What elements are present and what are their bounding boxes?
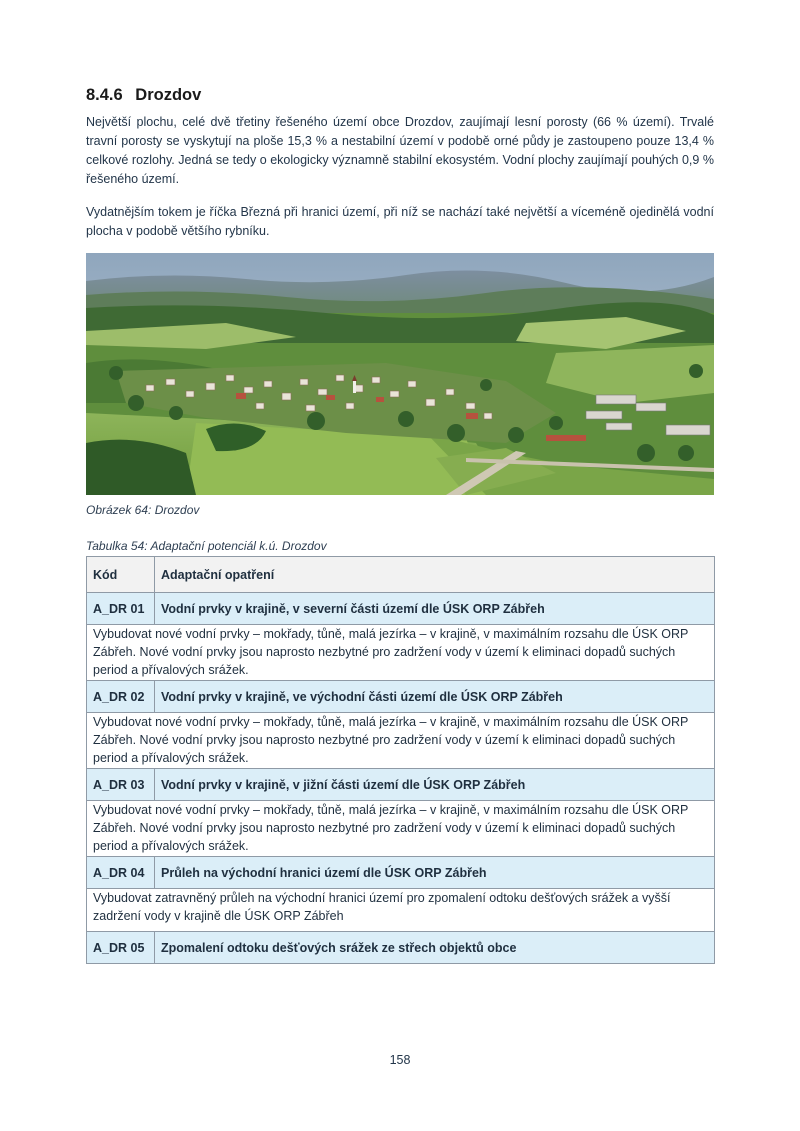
measure-title: Vodní prvky v krajině, v jižní části území dle ÚSK ORP Zábřeh <box>155 769 715 801</box>
table-row <box>87 932 715 964</box>
measure-description: Vybudovat nové vodní prvky – mokřady, tůně, malá jezírka – v krajině, v maximálním rozsahu dle ÚSK ORP Zábřeh. Nové vodní prvky jsou naprosto nezbytné pro zadržení vody v území k eliminaci dopadů suchých period a přívalových srážek. <box>87 801 715 857</box>
header-measure: Adaptační opatření <box>155 557 715 593</box>
adaptation-measures-table <box>86 556 715 964</box>
table-row <box>87 801 715 857</box>
table-row <box>87 769 715 801</box>
measure-code: A_DR 01 <box>87 593 155 625</box>
measure-code: A_DR 04 <box>87 857 155 889</box>
table-row <box>87 713 715 769</box>
measure-title: Zpomalení odtoku dešťových srážek ze střech objektů obce <box>155 932 715 964</box>
table-caption: Tabulka 54: Adaptační potenciál k.ú. Drozdov <box>86 539 327 553</box>
table-row <box>87 625 715 681</box>
section-heading <box>86 86 201 105</box>
table-row <box>87 593 715 625</box>
section-number: 8.4.6 <box>86 86 123 104</box>
table-row <box>87 857 715 889</box>
figure-caption: Obrázek 64: Drozdov <box>86 503 200 517</box>
village-aerial-photo <box>86 253 714 495</box>
table-row <box>87 889 715 932</box>
stream-paragraph: Vydatnějším tokem je říčka Březná při hranici území, při níž se nachází také největší a víceméně ojedinělá vodní plocha v podobě většího rybníku. <box>86 205 714 238</box>
measure-description: Vybudovat nové vodní prvky – mokřady, tůně, malá jezírka – v krajině, v maximálním rozsahu dle ÚSK ORP Zábřeh. Nové vodní prvky jsou naprosto nezbytné pro zadržení vody v území k eliminaci dopadů suchých period a přívalových srážek. <box>87 713 715 769</box>
measure-code: A_DR 03 <box>87 769 155 801</box>
header-code: Kód <box>87 557 155 593</box>
section-title: Drozdov <box>135 86 202 104</box>
table-header-row <box>87 557 715 593</box>
measure-title: Průleh na východní hranici území dle ÚSK ORP Zábřeh <box>155 857 715 889</box>
measure-description: Vybudovat nové vodní prvky – mokřady, tůně, malá jezírka – v krajině, v maximálním rozsahu dle ÚSK ORP Zábřeh. Nové vodní prvky jsou naprosto nezbytné pro zadržení vody v území k eliminaci dopadů suchých period a přívalových srážek. <box>87 625 715 681</box>
measure-title: Vodní prvky v krajině, ve východní části území dle ÚSK ORP Zábřeh <box>155 681 715 713</box>
measure-code: A_DR 05 <box>87 932 155 964</box>
measure-code: A_DR 02 <box>87 681 155 713</box>
table-row <box>87 681 715 713</box>
intro-paragraph: Největší plochu, celé dvě třetiny řešeného území obce Drozdov, zaujímají lesní porosty (66 % území). Trvalé travní porosty se vyskytují na ploše 15,3 % a nestabilní území v podobě orné půdy je zastoupeno pouze 13,4 % celkové rozlohy. Jedná se tedy o ekologicky významně stabilní ekosystém. Vodní plochy zaujímají pouhých 0,9 % řešeného území. <box>86 115 714 186</box>
page-number: 158 <box>389 1053 411 1067</box>
measure-title: Vodní prvky v krajině, v severní části území dle ÚSK ORP Zábřeh <box>155 593 715 625</box>
measure-description: Vybudovat zatravněný průleh na východní hranici území pro zpomalení odtoku dešťových srážek a vyšší zadržení vody v krajině dle ÚSK ORP Zábřeh <box>87 889 715 932</box>
